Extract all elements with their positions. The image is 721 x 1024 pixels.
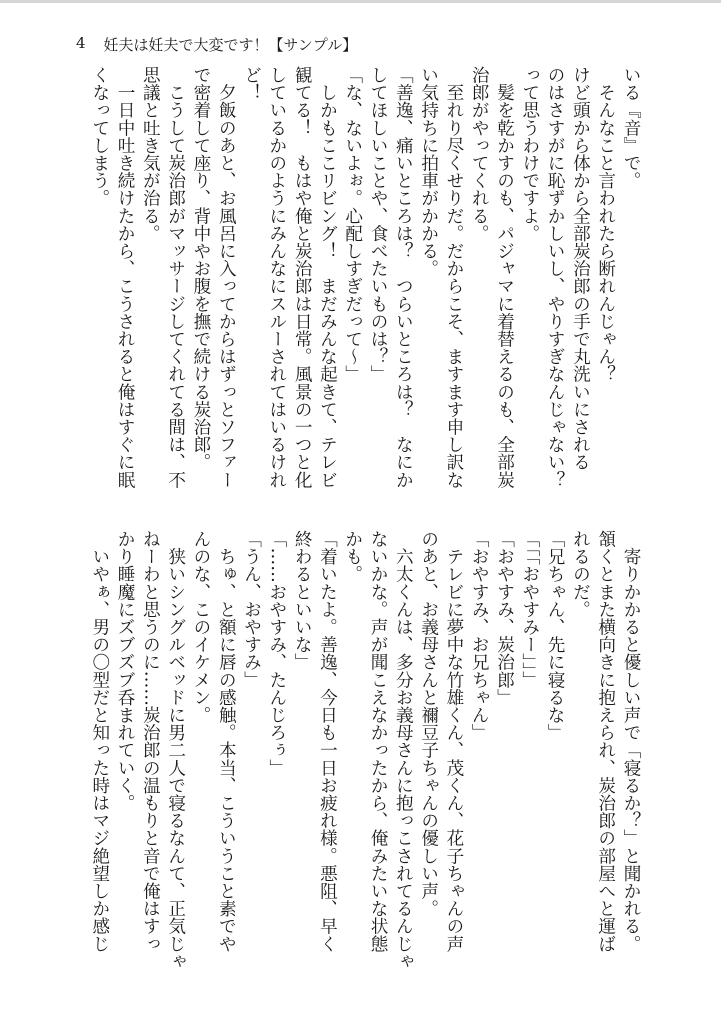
text-column: ないかな。声が聞こえなかったから、俺みたいな状態 <box>368 530 389 953</box>
text-column: で密着して座り、背中やお腹を撫で続ける炭治郎。 <box>190 66 211 471</box>
text-column: 思議と吐き気が治る。 <box>140 66 161 242</box>
text-column: 夕飯のあと、お風呂に入ってからはずっとソファー <box>216 66 237 489</box>
text-column: 一日中吐き続けたから、こうされると俺はすぐに眠 <box>115 66 136 489</box>
text-column: ねーわと思うのに……炭治郎の温もりと音で俺はすっ <box>140 530 161 953</box>
text-column: れるのだ。 <box>570 530 591 618</box>
text-column: くなってしまう。 <box>89 66 110 207</box>
text-column: 「……おやすみ、たんじろぅ」 <box>266 530 287 777</box>
top-border <box>0 0 721 3</box>
text-column: 髪を乾かすのも、パジャマに着替えるのも、全部炭 <box>494 66 515 489</box>
text-column: そんなこと言われたら断れんじゃん？ <box>595 66 616 383</box>
text-column: けど頭から体から全部炭治郎の手で丸洗いにされる <box>570 66 591 471</box>
text-column: かも。 <box>342 530 363 583</box>
text-column: かり睡魔にズブズブ呑まれていく。 <box>115 530 136 812</box>
text-column: 「着いたよ。善逸、今日も一日お疲れ様。悪阻、早く <box>317 530 338 953</box>
page-header <box>76 34 357 55</box>
text-column: ど！ <box>241 66 262 102</box>
book-title: 妊夫は妊夫で大変です！【サンプル】 <box>103 36 358 54</box>
page-number: 4 <box>76 34 86 52</box>
text-column: いる『音』で。 <box>621 66 641 190</box>
text-column: 終わるといいな」 <box>292 530 313 671</box>
text-column: 寄りかかると優しい声で「寝るか？」と聞かれる。 <box>621 530 641 953</box>
text-column: 観てる！ もはや俺と炭治郎は日常。風景の一つと化 <box>292 66 313 489</box>
text-column: 「「「おやすみー」」」 <box>519 530 540 689</box>
text-column: してほしいことや、食べたいものは？」 <box>368 66 389 383</box>
text-column: い気持ちに拍車がかかる。 <box>418 66 439 278</box>
text-column: 「な、ないよぉ。心配しすぎだって〜」 <box>342 66 363 383</box>
text-column: 至れり尽くせりだ。だからこそ、ますます申し訳な <box>443 66 464 489</box>
text-column: んのな、このイケメン。 <box>190 530 211 724</box>
text-column: 「兄ちゃん、先に寝るな」 <box>545 530 566 742</box>
text-column: 六太くんは、多分お義母さんに抱っこされてるんじゃ <box>393 530 414 970</box>
text-column: のはさすがに恥ずかしいし、やりすぎなんじゃない？ <box>545 66 566 489</box>
text-column: のあと、お義母さんと禰豆子ちゃんの優しい声。 <box>418 530 439 918</box>
text-column: 「善逸、痛いところは？ つらいところは？ なにか <box>393 66 414 489</box>
text-column: って思うわけですよ。 <box>519 66 540 242</box>
text-column: 「うん、おやすみ」 <box>241 530 262 689</box>
text-column: 治郎がやってくれる。 <box>469 66 490 242</box>
text-column: 「おやすみ、炭治郎」 <box>494 530 515 706</box>
text-block-bottom <box>83 530 643 970</box>
text-column: 狭いシングルベッドに男二人で寝るなんて、正気じゃ <box>165 530 186 970</box>
text-column: 頷くとまた横向きに抱えられ、炭治郎の部屋へと運ば <box>595 530 616 953</box>
text-column: しているかのようにみんなにスルーされてはいるけれ <box>266 66 287 489</box>
text-column: こうして炭治郎がマッサージしてくれてる間は、不 <box>165 66 186 489</box>
text-column: テレビに夢中な竹雄くん、茂くん、花子ちゃんの声 <box>443 530 464 953</box>
text-column: しかもここリビング！ まだみんな起きて、テレビ <box>317 66 338 489</box>
text-column: ちゅ、と額に唇の感触。本当、こういうこと素でや <box>216 530 237 953</box>
text-block-top <box>83 66 643 498</box>
text-column: 「おやすみ、お兄ちゃん」 <box>469 530 490 742</box>
text-column: いやぁ、男の〇型だと知った時はマジ絶望しか感じ <box>89 530 110 953</box>
